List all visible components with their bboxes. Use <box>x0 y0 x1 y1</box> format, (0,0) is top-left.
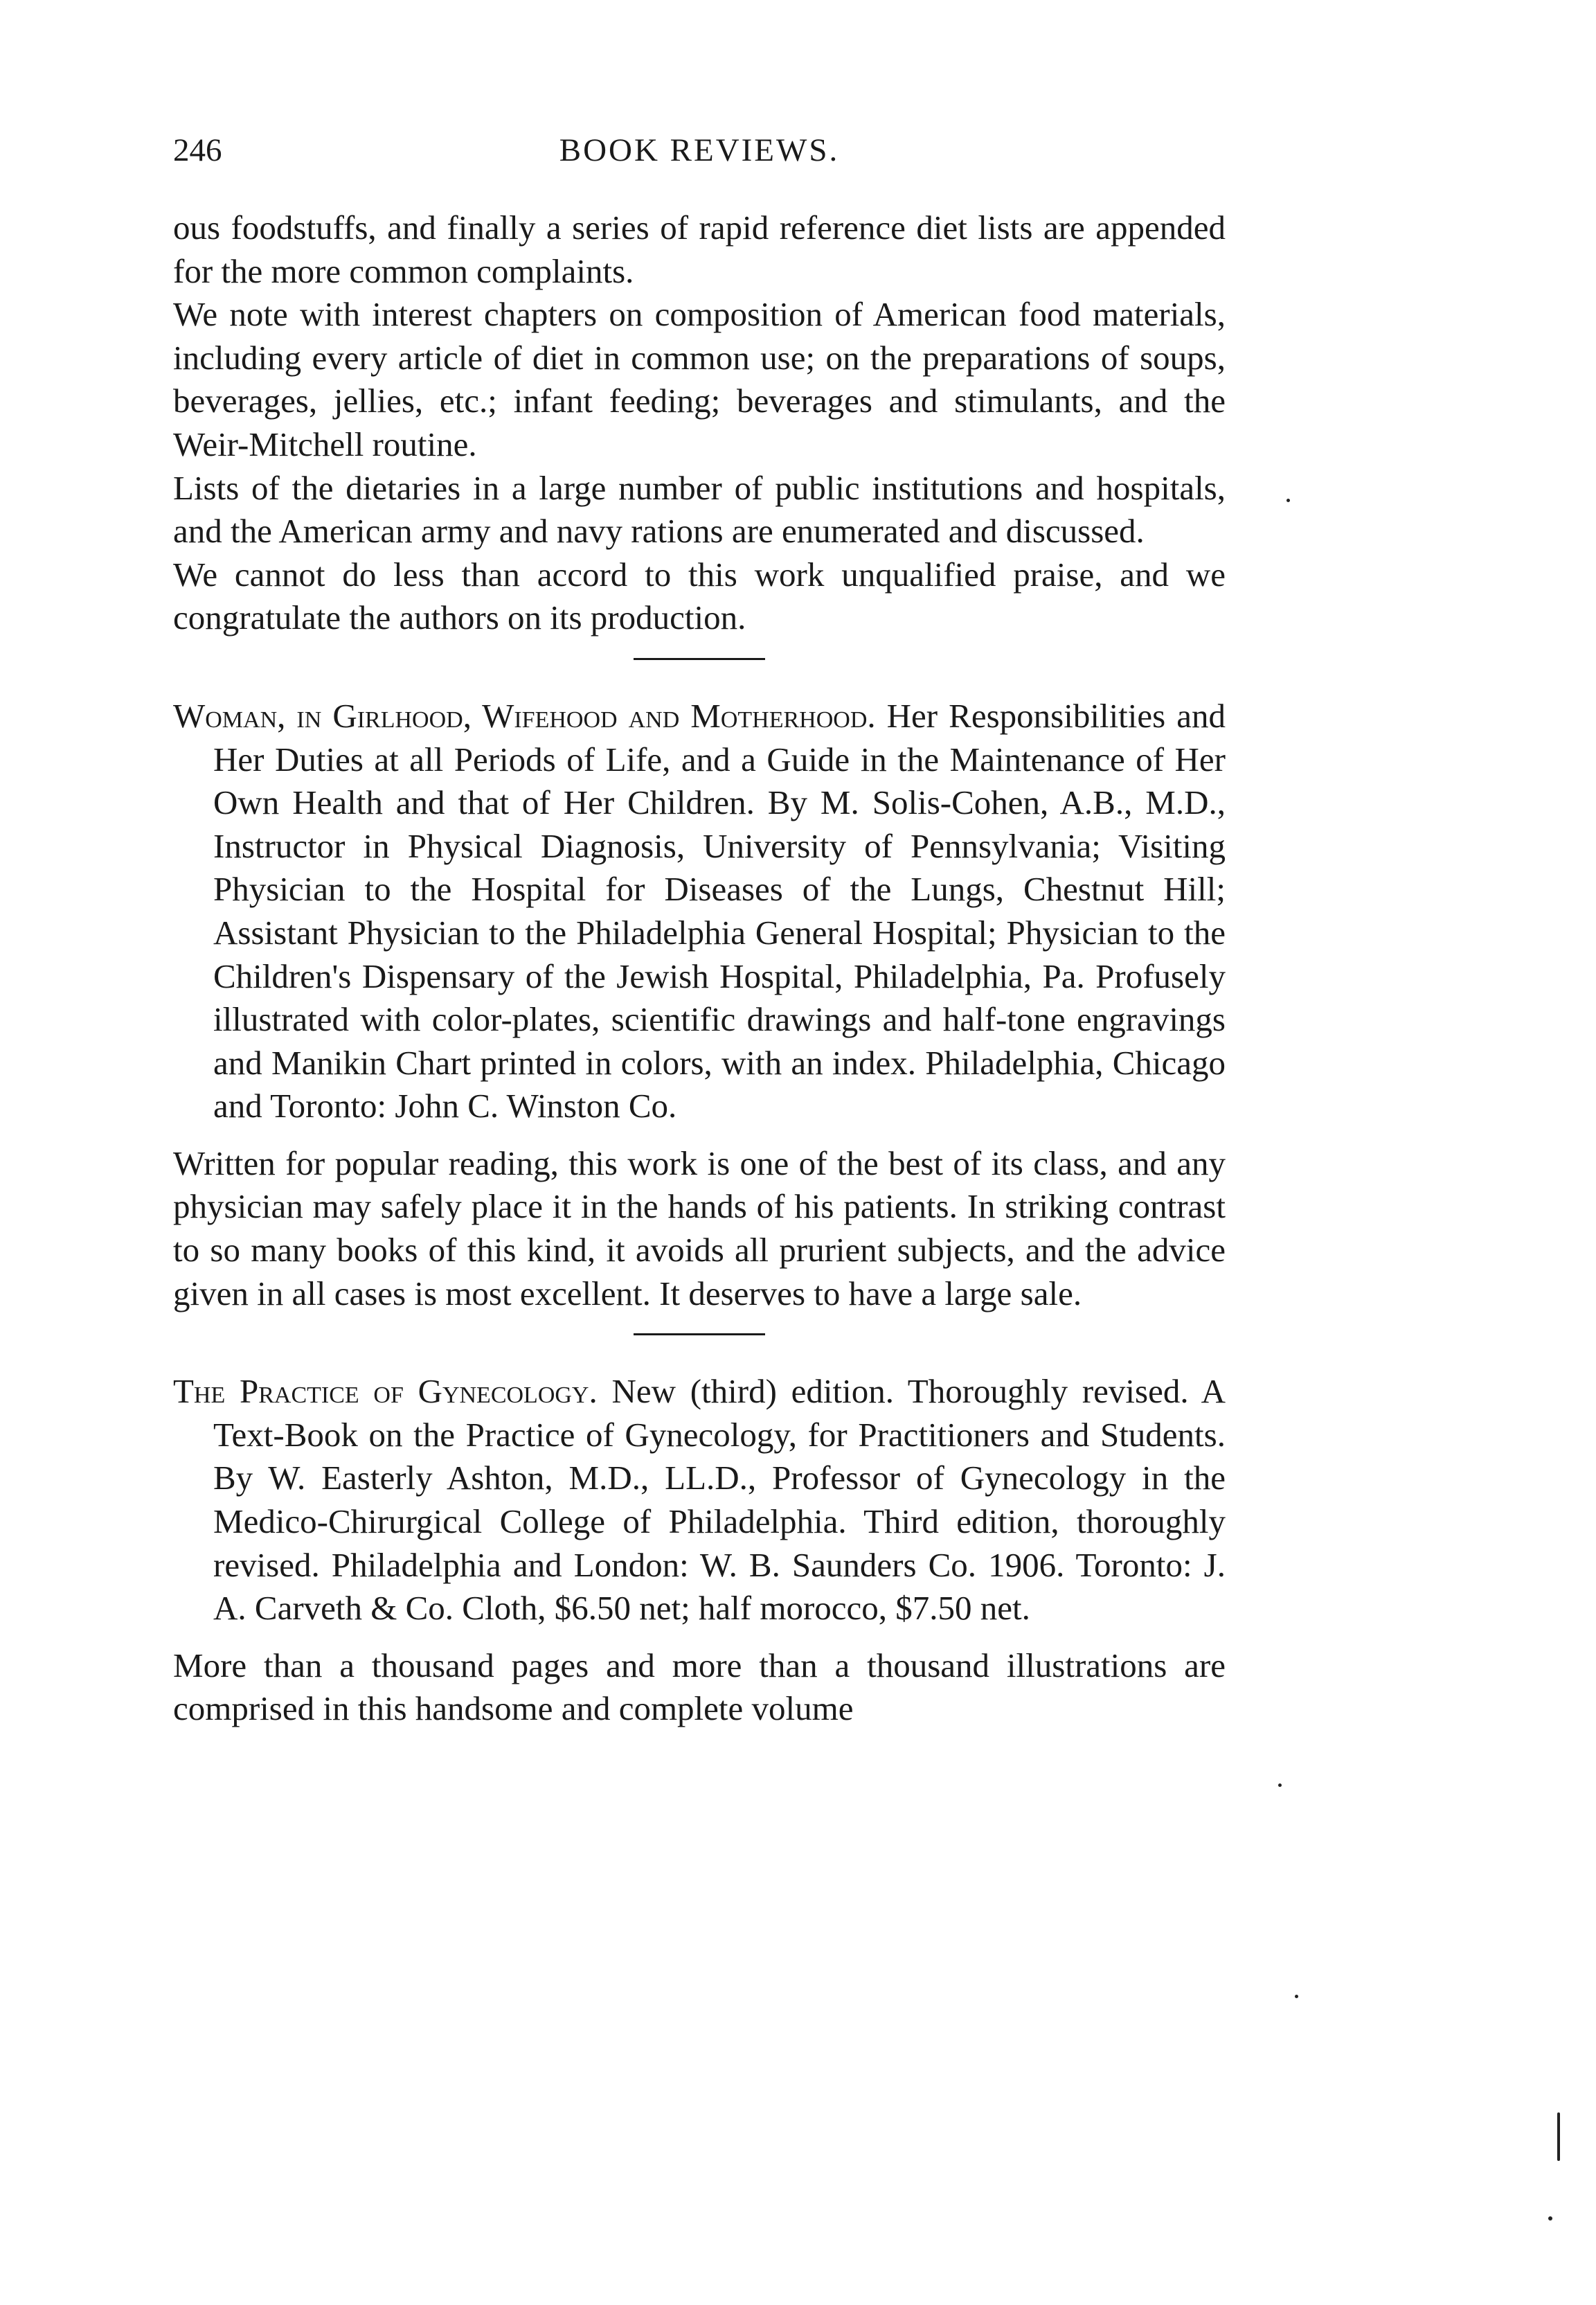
review-citation-text: New (third) edition. Thoroughly revised. A Text-Book on the Practice of Gynecology, for Practitioners and Students. By W. Easterly Ashton, M.D., LL.D., Professor of Gynecology in the Medico-Chirurgical College of Philadelphia. Third edition, thoroughly revised. Philadelphia and London: W. B. Saunders Co. 1906. Toronto: J. A. Carveth & Co. Cloth, $6.50 net; half morocco, $7.50 net. <box>213 1372 1226 1628</box>
book-page <box>173 132 1226 2209</box>
review-citation <box>173 695 1226 1128</box>
review-body: More than a thousand pages and more than a thousand illustrations are comprised in this handsome and complete volume <box>173 1646 1226 1728</box>
review-entry <box>173 1370 1226 1731</box>
section-divider <box>634 1333 765 1335</box>
running-head: BOOK REVIEWS. <box>559 132 840 168</box>
scan-speck <box>1295 1995 1298 1998</box>
section-divider <box>634 658 765 660</box>
review-citation-text: Her Responsibilities and Her Duties at all Periods of Life, and a Guide in the Maintenance of Her Own Health and that of Her Children. By M. Solis-Cohen, A.B., M.D., Instructor in Physical Diagnosis, University of Pennsylvania; Visiting Physician to the Hospital for Diseases of the Lungs, Chestnut Hill; Assistant Physician to the Philadelphia General Hospital; Physician to the Children's Dispensary of the Jewish Hospital, Philadelphia, Pa. Profusely illustrated with color-plates, scientific drawings and half-tone engravings and Manikin Chart printed in colors, with an index. Philadelphia, Chicago and Toronto: John C. Winston Co. <box>213 696 1226 1125</box>
scan-speck <box>1286 499 1290 502</box>
scan-speck <box>1548 2216 1552 2221</box>
review-citation <box>173 1370 1226 1630</box>
review-title: Woman, in Girlhood, Wifehood and Motherhood. <box>173 696 876 735</box>
review-title: The Practice of Gynecology. <box>173 1372 598 1411</box>
scan-speck <box>1278 1783 1282 1787</box>
continuation-paragraph: We cannot do less than accord to this work unqualified praise, and we congratulate the authors on its production. <box>173 555 1226 637</box>
previous-review-continuation <box>173 206 1226 640</box>
page-number: 246 <box>173 132 222 168</box>
continuation-paragraph: ous foodstuffs, and finally a series of rapid reference diet lists are appended for the more common complaints. <box>173 208 1226 290</box>
review-entry <box>173 695 1226 1315</box>
continuation-paragraph: Lists of the dietaries in a large number of public institutions and hospitals, and the American army and navy rations are enumerated and discussed. <box>173 468 1226 551</box>
page-header <box>173 132 1226 187</box>
scan-speck <box>1557 2112 1560 2161</box>
review-body: Written for popular reading, this work is one of the best of its class, and any physician may safely place it in the hands of his patients. In striking contrast to so many books of this kind, it avoids all prurient subjects, and the advice given in all cases is most excellent. It deserves to have a large sale. <box>173 1143 1226 1312</box>
continuation-paragraph: We note with interest chapters on composition of American food materials, including every article of diet in common use; on the preparations of soups, beverages, jellies, etc.; infant feeding; beverages and stimulants, and the Weir-Mitchell routine. <box>173 295 1226 463</box>
